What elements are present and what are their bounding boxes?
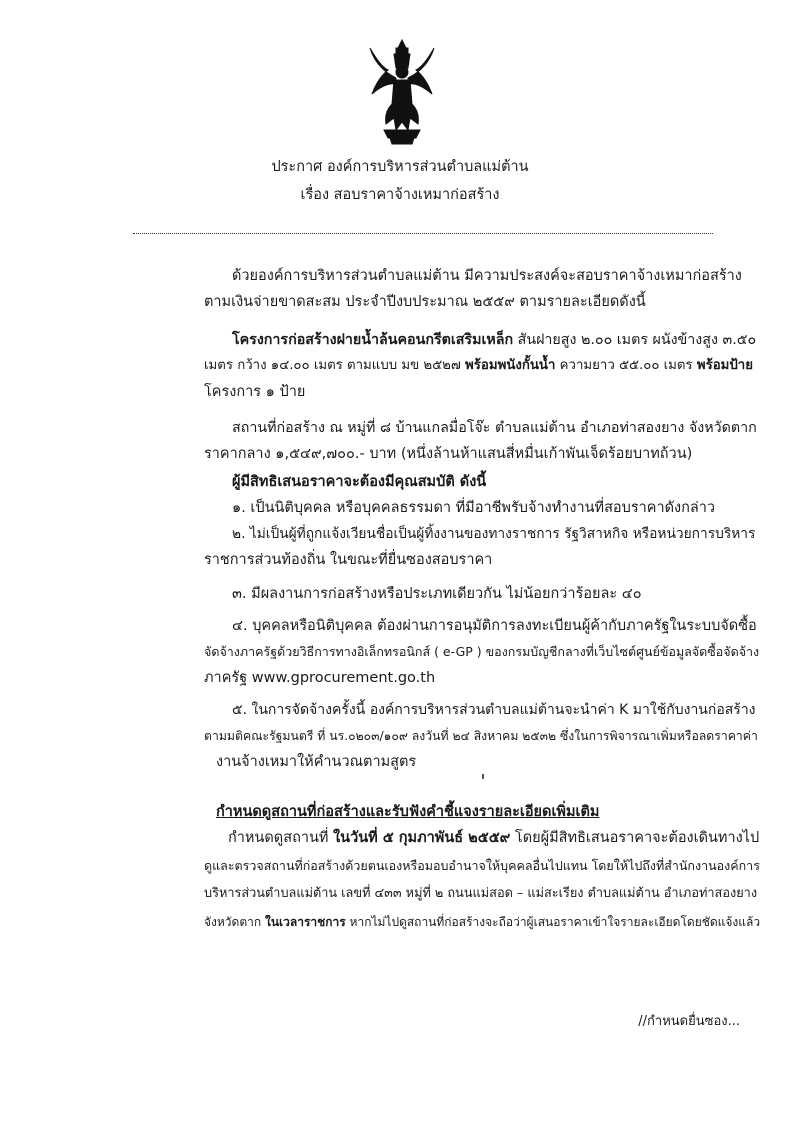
site-visit-province: จังหวัดตาก — [204, 915, 265, 929]
project-sign: พร้อมป้าย — [696, 358, 754, 373]
qualification-4-url: ภาครัฐ www.gprocurement.go.th — [204, 670, 436, 686]
site-visit-text: โดยผู้มีสิทธิเสนอราคาจะต้องเดินทางไป — [510, 830, 760, 846]
site-visit-note: หากไม่ไปดูสถานที่ก่อสร้างจะถือว่าผู้เสนอราคาเข้าใจรายละเอียดโดยชัดแจ้งแล้ว — [345, 915, 761, 929]
divider — [133, 233, 713, 234]
site-visit-line-2: ดูและตรวจสถานที่ก่อสร้างด้วยตนเองหรือมอบอำนาจให้บุคคลอื่นไปแทน โดยให้ไปถึงที่สำนักงานองค์การ — [204, 858, 760, 873]
qualification-4-cont: จัดจ้างภาครัฐด้วยวิธีการทางอิเล็กทรอนิกส์ ( e-GP ) ของกรมบัญชีกลางที่เว็บไซต์ศูนย์ข้อมูลจัดซื้อจัดจ้าง — [204, 644, 760, 659]
qualification-5-cont: ตามมติคณะรัฐมนตรี ที่ นร.๐๒๐๓/๑๐๙ ลงวันที่ ๒๔ สิงหาคม ๒๕๓๒ ซึ่งในการพิจารณาเพิ่มหรือลดราคาค่า — [204, 729, 758, 743]
qualification-2: ๒. ไม่เป็นผู้ที่ถูกแจ้งเวียนชื่อเป็นผู้ทิ้งงานของทางราชการ รัฐวิสาหกิจ หรือหน่วยการบริหาร — [232, 526, 756, 542]
announcement-subject: เรื่อง สอบราคาจ้างเหมาก่อสร้าง — [300, 187, 500, 203]
site-location: สถานที่ก่อสร้าง ณ หมู่ที่ ๘ บ้านแกลมื่อโจ๊ะ ตำบลแม่ต้าน อำเภอท่าสองยาง จังหวัดตาก — [232, 420, 757, 436]
project-line-2 — [204, 357, 753, 375]
garuda-emblem-icon — [366, 38, 438, 146]
qualification-5: ๕. ในการจัดจ้างครั้งนี้ องค์การบริหารส่วนตำบลแม่ต้านจะนำค่า K มาใช้กับงานก่อสร้าง — [232, 702, 756, 718]
speck — [482, 774, 484, 779]
qualification-3: ๓. มีผลงานการก่อสร้างหรือประเภทเดียวกัน ไม่น้อยกว่าร้อยละ ๔๐ — [232, 586, 642, 602]
site-visit-label: กำหนดดูสถานที่ — [228, 830, 334, 846]
site-visit-hours: ในเวลาราชการ — [264, 915, 346, 929]
project-dike: พร้อมพนังกั้นน้ำ — [465, 358, 556, 373]
project-length: ความยาว ๕๕.๐๐ เมตร — [555, 358, 697, 373]
site-visit-title: กำหนดดูสถานที่ก่อสร้างและรับฟังคำชี้แจงรายละเอียดเพิ่มเติม — [216, 804, 600, 820]
project-name: โครงการก่อสร้างฝายน้ำล้นคอนกรีตเสริมเหล็ก — [232, 332, 514, 348]
qualification-title: ผู้มีสิทธิเสนอราคาจะต้องมีคุณสมบัติ ดังนี้ — [232, 474, 487, 490]
site-visit-line-4 — [204, 913, 760, 931]
qualification-4: ๔. บุคคลหรือนิติบุคคล ต้องผ่านการอนุมัติการลงทะเบียนผู้ค้ากับภาครัฐในระบบจัดซื้อ — [232, 618, 757, 634]
project-line-3: โครงการ ๑ ป้าย — [204, 384, 306, 400]
intro-line-2: ตามเงินจ่ายขาดสะสม ประจำปีงบประมาณ ๒๕๕๙ ตามรายละเอียดดังนี้ — [204, 294, 646, 310]
site-visit-line-1 — [228, 829, 759, 847]
announcement-title: ประกาศ องค์การบริหารส่วนตำบลแม่ต้าน — [271, 159, 529, 175]
project-size: เมตร กว้าง ๑๔.๐๐ เมตร ตามแบบ มข ๒๕๒๗ — [204, 358, 466, 373]
qualification-5-end: งานจ้างเหมาให้คำนวณตามสูตร — [216, 754, 417, 770]
qualification-2-cont: ราชการส่วนท้องถิ่น ในขณะที่ยื่นซองสอบราคา — [204, 552, 493, 568]
site-visit-date: ในวันที่ ๕ กุมภาพันธ์ ๒๕๕๙ — [333, 830, 511, 846]
project-line-1 — [232, 331, 756, 349]
intro-line-1: ด้วยองค์การบริหารส่วนตำบลแม่ต้าน มีความประสงค์จะสอบราคาจ้างเหมาก่อสร้าง — [232, 268, 742, 284]
project-spec: สันฝายสูง ๒.๐๐ เมตร ผนังข้างสูง ๓.๕๐ — [513, 332, 757, 348]
site-visit-line-3: บริหารส่วนตำบลแม่ต้าน เลขที่ ๔๓๓ หมู่ที่ ๒ ถนนแม่สอด – แม่สะเรียง ตำบลแม่ต้าน อำเภอท่าสองยาง — [204, 886, 758, 901]
continued-note: //กำหนดยื่นซอง... — [638, 1014, 740, 1029]
qualification-1: ๑. เป็นนิติบุคคล หรือบุคคลธรรมดา ที่มีอาชีพรับจ้างทำงานที่สอบราคาดังกล่าว — [232, 500, 716, 516]
median-price: ราคากลาง ๑,๕๔๙,๗๐๐.- บาท (หนึ่งล้านห้าแสนสี่หมื่นเก้าพันเจ็ดร้อยบาทถ้วน) — [204, 446, 693, 462]
